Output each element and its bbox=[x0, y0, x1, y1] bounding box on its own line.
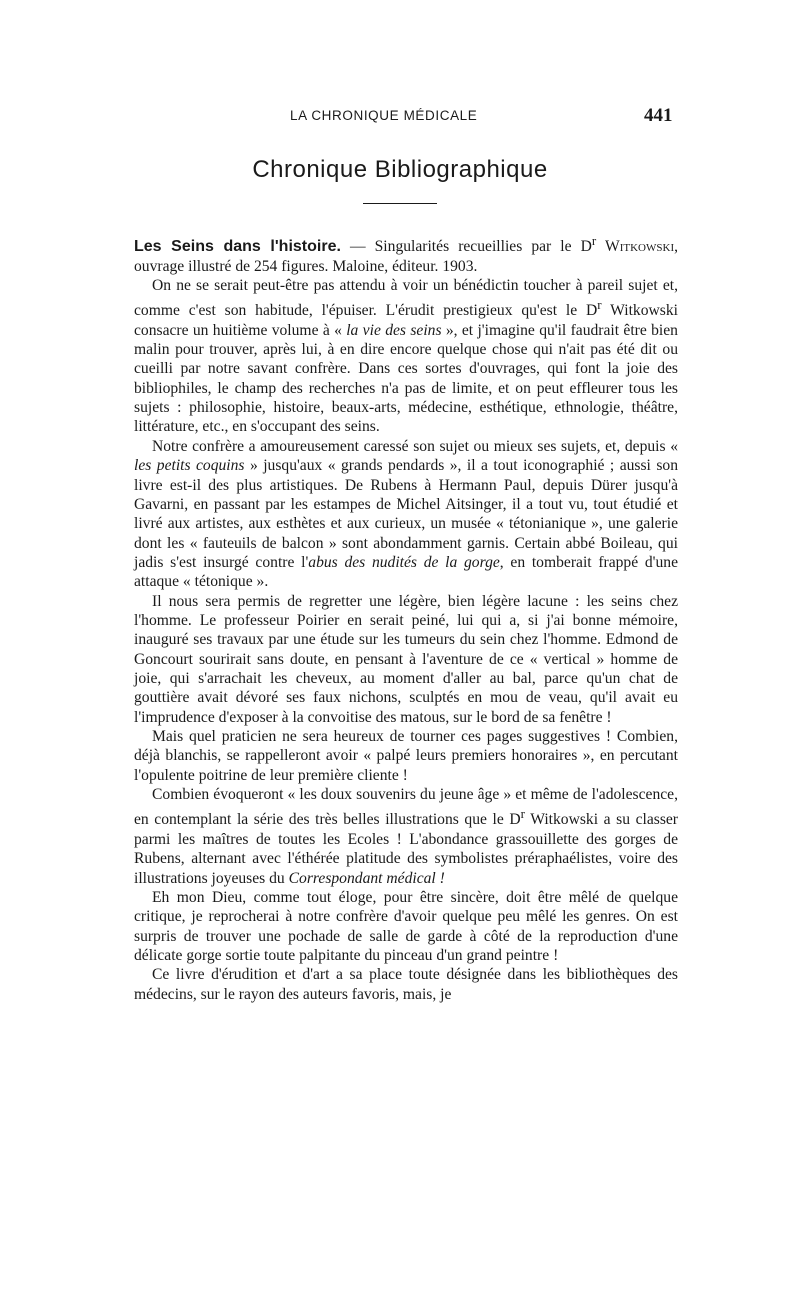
running-title: LA CHRONIQUE MÉDICALE bbox=[290, 108, 478, 123]
page-number: 441 bbox=[644, 105, 673, 126]
paragraph-5-superscript: r bbox=[520, 806, 525, 822]
paragraph-2 bbox=[134, 437, 678, 592]
paragraph-2-text-c: , en tomberait frappé d'une attaque « tétonique ». bbox=[134, 553, 678, 591]
paragraph-5-text-b: Witkowski a su classer parmi les maîtres de toutes les Ecoles ! L'abondance grassouillette des gorges de Rubens, alternant avec l'éthérée platitude des symbolistes préraphaélistes, voire des illustrations joyeuses du bbox=[134, 811, 679, 887]
paragraph-2-text-a: Notre confrère a amoureusement caressé son sujet ou mieux ses sujets, et, depuis « bbox=[152, 437, 678, 455]
paragraph-2-text-b: » jusqu'aux « grands pendards », il a tout iconographié ; aussi son livre est-il des plus artistiques. De Rubens à Hermann Paul, depuis Dürer jusqu'à Gavarni, en passant par les estampes de Michel Aitsinger, il a tout vu, tout étudié et livré aux artistes, aux esthètes et aux curieux, un musée « tétonianique », une galerie dont les « fauteuils de balcon » sont abondamment garnis. Certain abbé Boileau, qui jadis s'est insurgé contre l' bbox=[134, 457, 678, 571]
section-title: Chronique Bibliographique bbox=[252, 156, 548, 183]
paragraph-7: Ce livre d'érudition et d'art a sa place toute désignée dans les bibliothèques des médecins, sur le rayon des auteurs favoris, mais, je bbox=[134, 966, 678, 1003]
book-title: Les Seins dans l'histoire. bbox=[134, 238, 341, 256]
citation-superscript: r bbox=[591, 233, 597, 248]
paragraph-1-text-c: », et j'imagine qu'il faudrait être bien malin pour trouver, après lui, à en dire encore quelque chose qui n'ait pas été dit ou cueilli par notre savant confrère. Dans ces sortes d'ouvrages, qui font la joie des bibliophiles, le champ des recherches n'a pas de limite, et on peut effleurer tous les sujets : philosophie, histoire, beaux-arts, médecine, esthétique, ethnologie, théâtre, littérature, etc., en s'occupant des seins. bbox=[134, 321, 678, 436]
review-body bbox=[134, 231, 678, 1004]
paragraph-6: Eh mon Dieu, comme tout éloge, pour être sincère, doit être mêlé de quelque critique, je reprocherai à notre confrère d'avoir quelque peu mêlé les genres. On est surpris de trouver une pochade de salle de garde à côté de la reproduction d'une délicate gorge sortie toute palpitante du pinceau d'un grand peintre ! bbox=[134, 888, 678, 964]
paragraph-1-text-b: Witkowski consacre un huitième volume à « bbox=[134, 302, 678, 339]
paragraph-5-text-a: Combien évoqueront « les doux souvenirs du jeune âge » et même de l'adolescence, en contemplant la série des très belles illustrations que le D bbox=[134, 786, 678, 829]
paragraph-4: Mais quel praticien ne sera heureux de tourner ces pages suggestives ! Combien, déjà blanchis, se rappelleront avoir « palpé leurs premiers honoraires », en percutant l'opulente poitrine de leur première cliente ! bbox=[134, 727, 678, 784]
citation-text-b: , ouvrage illustré de 254 figures. Maloine, éditeur. 1903. bbox=[134, 238, 679, 275]
paragraph-5 bbox=[134, 785, 678, 888]
title-divider bbox=[363, 203, 437, 204]
author-name: Witkowski bbox=[596, 238, 675, 256]
citation-text-a: — Singularités recueillies par le D bbox=[340, 238, 592, 256]
paragraph-5-italic: Correspondant médical ! bbox=[288, 869, 445, 887]
paragraph-2-italic-1: les petits coquins bbox=[134, 457, 245, 475]
paragraph-2-italic-2: abus des nudités de la gorge bbox=[308, 553, 500, 571]
running-head bbox=[0, 105, 800, 130]
paragraph-1-superscript: r bbox=[597, 297, 602, 313]
paragraph-1-italic: la vie des seins bbox=[346, 321, 442, 339]
paragraph-1 bbox=[134, 276, 678, 437]
paragraph-1-text-a: On ne se serait peut-être pas attendu à voir un bénédictin toucher à pareil sujet et, comme c'est son habitude, l'épuiser. L'érudit prestigieux qu'est le D bbox=[134, 276, 678, 320]
paragraph-3: Il nous sera permis de regretter une légère, bien légère lacune : les seins chez l'homme. Le professeur Poirier en serait peiné, lui qui a, si j'ai bonne mémoire, inauguré ses travaux par une étude sur les tumeurs du sein chez l'homme. Edmond de Goncourt sourirait sans doute, en pensant à l'aventure de ce « vertical » homme de joie, qui s'arrachait les cheveux, au moment d'aller au bal, parce qu'un chat de gouttière avait dévoré ses faux nichons, sculptés en mou de veau, qu'il avait eu l'imprudence d'exposer à la convoitise des matous, sur le bord de sa fenêtre ! bbox=[134, 592, 678, 726]
review-citation bbox=[134, 231, 678, 276]
